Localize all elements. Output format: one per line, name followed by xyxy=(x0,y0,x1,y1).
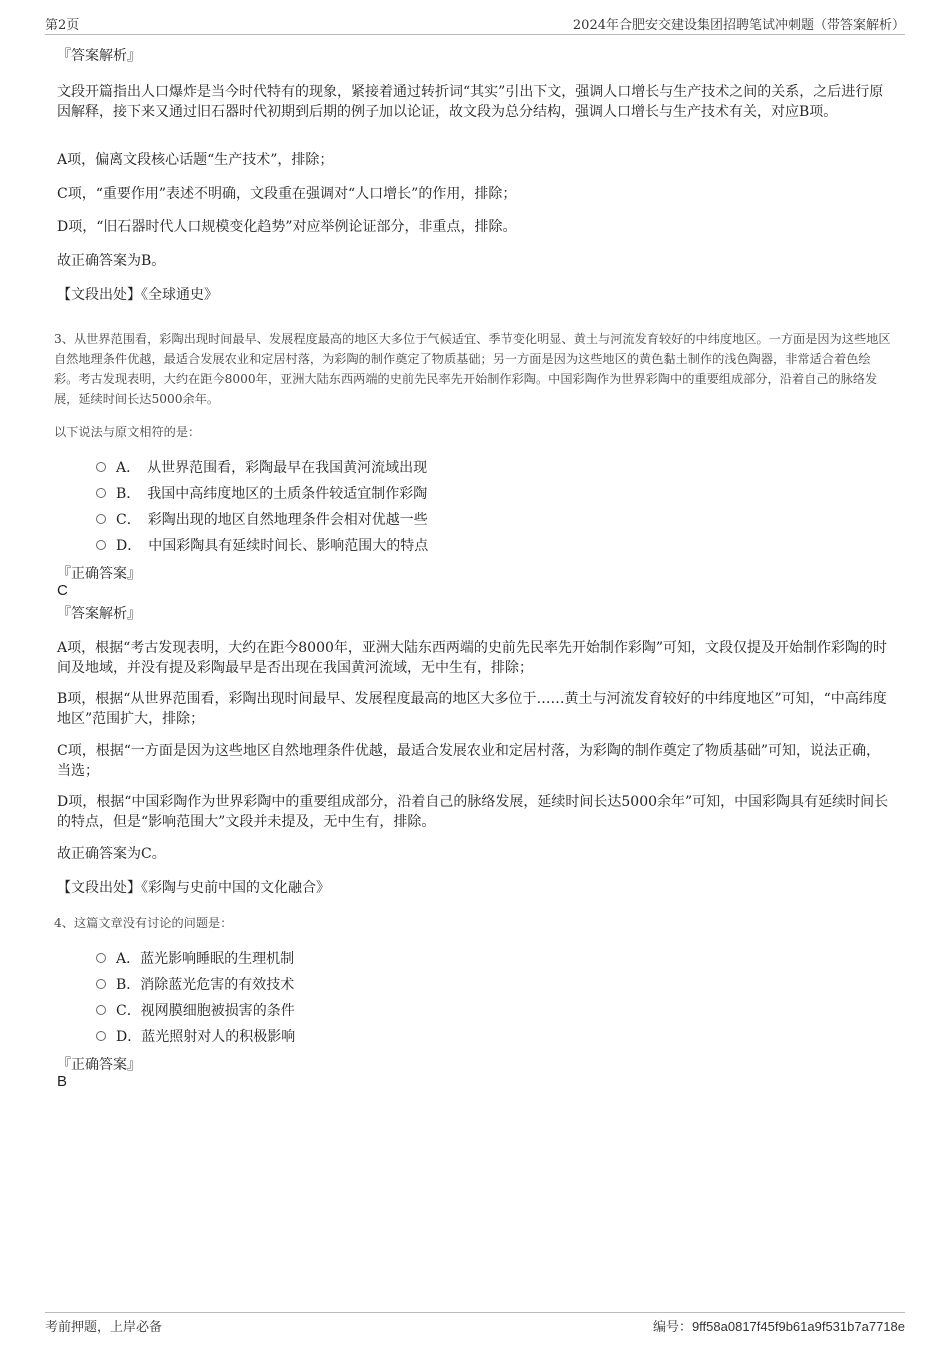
q4-question: 4、这篇文章没有讨论的问题是： xyxy=(54,916,233,930)
radio-icon[interactable] xyxy=(96,514,106,524)
page-footer xyxy=(45,1312,905,1335)
q3-analysis-a: A项，根据“考古发现表明，大约在距今8000年，亚洲大陆东西两端的史前先民率先开始制作彩陶”可知，文段仅提及开始制作彩陶的时间及地域，并没有提及彩陶最早是否出现在我国黄河流域，无中生有，排除； xyxy=(57,640,888,676)
q3-answer: C xyxy=(57,582,68,599)
q2-analysis-paragraph: 文段开篇指出人口爆炸是当今时代特有的现象，紧接着通过转折词“其实”引出下文，强调人口增长与生产技术之间的关系，之后进行原因解释，接下来又通过旧石器时代初期到后期的例子加以论证，故文段为总分结构，强调人口增长与生产技术有关，对应B项。 xyxy=(57,84,884,120)
document-title: 2024年合肥安交建设集团招聘笔试冲刺题（带答案解析） xyxy=(572,18,905,33)
q3-option-c-text: C． 彩陶出现的地区自然地理条件会相对优越一些 xyxy=(116,512,428,528)
page-number: 第2页 xyxy=(45,18,80,33)
q4-option-b[interactable] xyxy=(96,975,886,995)
q3-analysis-d: D项，根据“中国彩陶作为世界彩陶中的重要组成部分，沿着自己的脉络发展，延续时间长达5000余年”可知，中国彩陶具有延续时间长的特点，但是“影响范围大”文段并未提及，无中生有，排除。 xyxy=(57,794,889,830)
q2-analysis-d: D项，“旧石器时代人口规模变化趋势”对应举例论证部分，非重点，排除。 xyxy=(57,219,517,235)
footer-slogan: 考前押题，上岸必备 xyxy=(45,1320,163,1335)
q3-option-d-text: D． 中国彩陶具有延续时间长、影响范围大的特点 xyxy=(116,538,429,554)
q3-conclusion: 故正确答案为C。 xyxy=(57,846,166,862)
radio-icon[interactable] xyxy=(96,488,106,498)
q2-analysis-label: 『答案解析』 xyxy=(57,48,141,64)
q3-option-d[interactable] xyxy=(96,536,886,556)
q3-option-b-text: B． 我国中高纬度地区的土质条件较适宜制作彩陶 xyxy=(116,486,428,502)
q3-option-b[interactable] xyxy=(96,484,886,504)
q4-option-a[interactable] xyxy=(96,949,886,969)
q3-analysis-b: B项，根据“从世界范围看，彩陶出现时间最早、发展程度最高的地区大多位于……黄土与河流发育较好的中纬度地区”可知，“中高纬度地区”范围扩大，排除； xyxy=(57,691,887,727)
q3-answer-label: 『正确答案』 xyxy=(57,566,141,582)
q3-option-a-text: A． 从世界范围看，彩陶最早在我国黄河流域出现 xyxy=(116,460,428,476)
radio-icon[interactable] xyxy=(96,540,106,550)
q4-answer: B xyxy=(57,1073,68,1090)
q4-option-b-text: B．消除蓝光危害的有效技术 xyxy=(116,977,295,993)
q3-option-a[interactable] xyxy=(96,458,886,478)
radio-icon[interactable] xyxy=(96,953,106,963)
q2-analysis-c: C项，“重要作用”表述不明确，文段重在强调对“人口增长”的作用，排除； xyxy=(57,186,517,202)
radio-icon[interactable] xyxy=(96,1005,106,1015)
q4-option-c[interactable] xyxy=(96,1001,886,1021)
q4-option-a-text: A．蓝光影响睡眠的生理机制 xyxy=(116,951,295,967)
q3-analysis-label: 『答案解析』 xyxy=(57,606,141,622)
radio-icon[interactable] xyxy=(96,1031,106,1041)
radio-icon[interactable] xyxy=(96,462,106,472)
q4-option-d[interactable] xyxy=(96,1027,886,1047)
q3-option-c[interactable] xyxy=(96,510,886,530)
q3-analysis-c: C项，根据“一方面是因为这些地区自然地理条件优越，最适合发展农业和定居村落，为彩陶的制作奠定了物质基础”可知，说法正确，当选； xyxy=(57,743,881,779)
page-header xyxy=(45,14,905,35)
footer-code: 编号：9ff58a0817f45f9b61a9f531b7a7718e xyxy=(652,1319,905,1334)
q4-option-d-text: D．蓝光照射对人的积极影响 xyxy=(116,1029,296,1045)
q2-conclusion: 故正确答案为B。 xyxy=(57,253,166,269)
q4-option-c-text: C．视网膜细胞被损害的条件 xyxy=(116,1003,295,1019)
q3-source: 【文段出处】《彩陶与史前中国的文化融合》 xyxy=(57,880,330,896)
q4-answer-label: 『正确答案』 xyxy=(57,1057,141,1073)
q3-question: 以下说法与原文相符的是： xyxy=(54,425,201,439)
q2-source: 【文段出处】《全球通史》 xyxy=(57,287,218,303)
radio-icon[interactable] xyxy=(96,979,106,989)
q3-stem: 3、从世界范围看，彩陶出现时间最早、发展程度最高的地区大多位于气候适宜、季节变化明显、黄土与河流发育较好的中纬度地区。一方面是因为这些地区自然地理条件优越，最适合发展农业和定居村落，为彩陶的制作奠定了物质基础；另一方面是因为这些地区的黄色黏土制作的浅色陶器，非常适合着色绘彩。考古发现表明，大约在距今8000年，亚洲大陆东西两端的史前先民率先开始制作彩陶。中国彩陶作为世界彩陶中的重要组成部分，沿着自己的脉络发展，延续时间长达5000余年。 xyxy=(54,332,891,406)
q2-analysis-a: A项，偏离文段核心话题“生产技术”，排除； xyxy=(57,152,334,168)
